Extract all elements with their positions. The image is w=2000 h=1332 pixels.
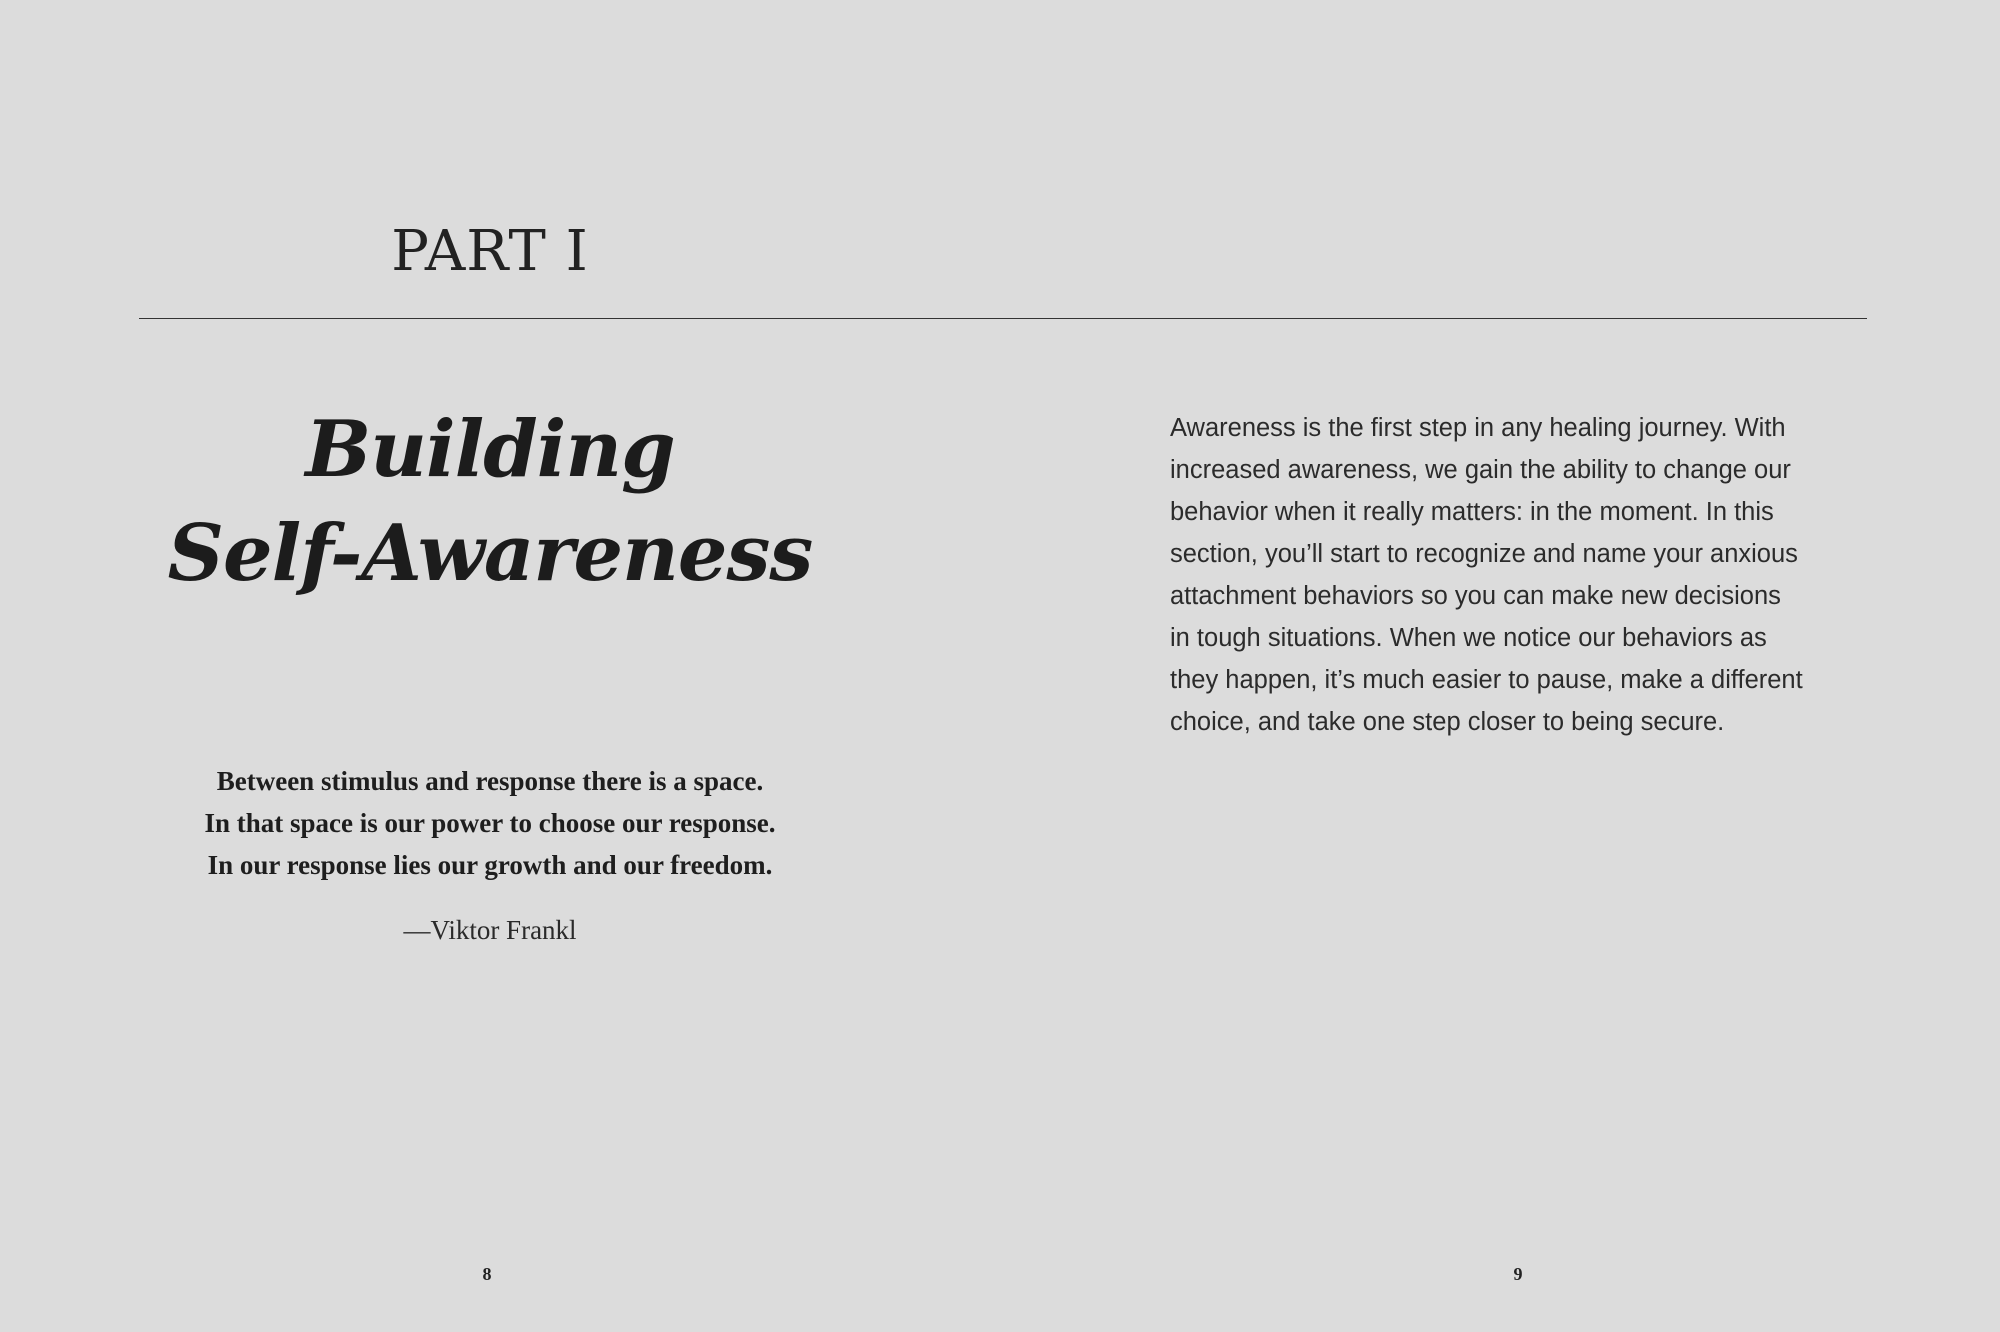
chapter-title-line: Building (305, 404, 675, 495)
header-divider (139, 318, 1867, 319)
quote-line: Between stimulus and response there is a space. (216, 766, 764, 796)
part-label: PART I (391, 219, 589, 284)
quote-line: In our response lies our growth and our freedom. (207, 850, 773, 880)
body-line: section, you’ll start to recognize and name your anxious (1170, 540, 1798, 568)
body-line: attachment behaviors so you can make new decisions (1170, 582, 1781, 610)
body-paragraph (1170, 407, 1860, 743)
quote-attribution: —Viktor Frankl (403, 915, 577, 945)
page-number-right: 9 (1513, 1264, 1523, 1284)
epigraph-quote (140, 760, 840, 886)
body-line: Awareness is the first step in any healing journey. With (1170, 414, 1786, 442)
quote-line: In that space is our power to choose our response. (204, 808, 776, 838)
body-line: behavior when it really matters: in the moment. In this (1170, 498, 1774, 526)
page-number-left: 8 (482, 1264, 492, 1284)
chapter-title-line: Self-Awareness (167, 508, 813, 599)
body-line: increased awareness, we gain the ability to change our (1170, 456, 1791, 484)
body-line: choice, and take one step closer to being secure. (1170, 708, 1725, 736)
body-line: they happen, it’s much easier to pause, make a different (1170, 666, 1803, 694)
chapter-title (120, 398, 860, 606)
body-line: in tough situations. When we notice our behaviors as (1170, 624, 1767, 652)
